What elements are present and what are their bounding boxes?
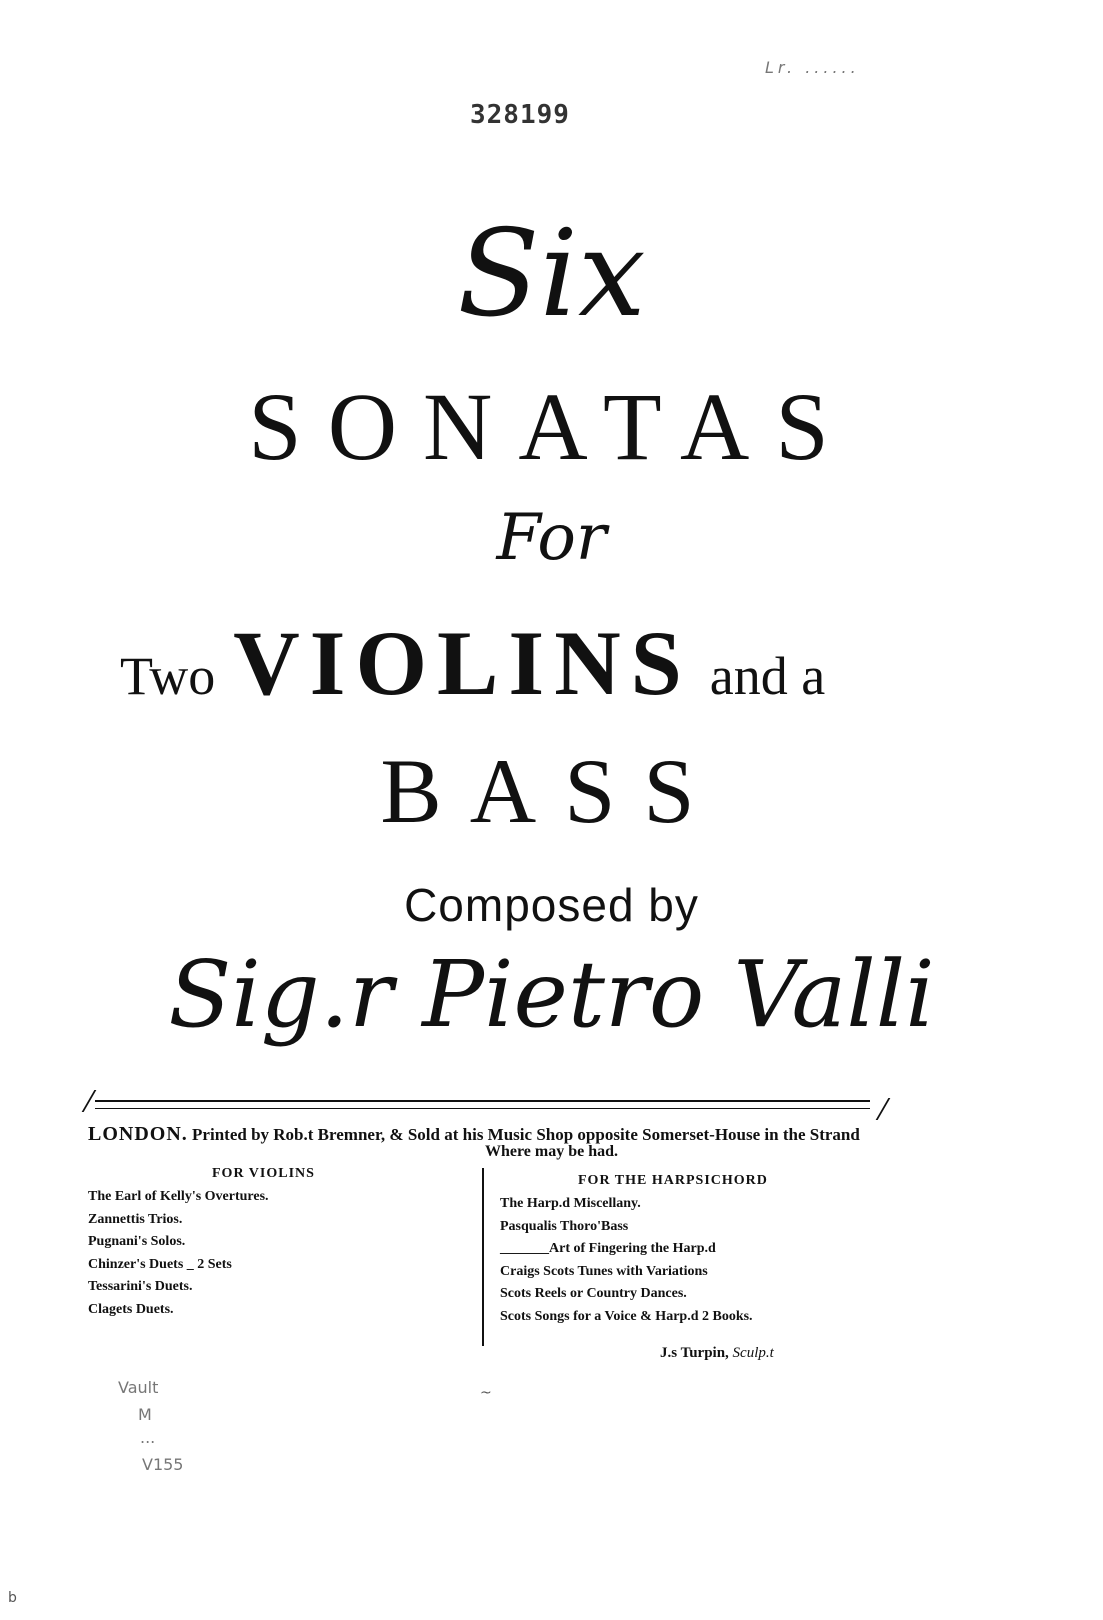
list-item: Scots Songs for a Voice & Harp.d 2 Books. xyxy=(500,1308,753,1324)
imprint-text: Printed by Rob.t Bremner, & Sold at his Music Shop opposite Somerset-House in the Strand xyxy=(192,1125,860,1144)
list-item: Tessarini's Duets. xyxy=(88,1279,193,1294)
violins-catalog-list xyxy=(88,1186,269,1321)
instrumentation-line xyxy=(120,610,980,716)
handwritten-shelfmark-vault: Vault xyxy=(118,1378,159,1397)
handwritten-mark: ~ xyxy=(480,1385,492,1401)
list-item: Clagets Duets. xyxy=(88,1301,174,1317)
list-item: _______Art of Fingering the Harp.d xyxy=(500,1241,716,1256)
handwritten-corner-mark: b xyxy=(8,1590,17,1606)
handwritten-shelfmark-line: M xyxy=(138,1405,152,1424)
list-item: Craigs Scots Tunes with Variations xyxy=(500,1263,708,1279)
title-sonatas: SONATAS xyxy=(248,373,855,480)
title-violins: VIOLINS xyxy=(233,612,692,714)
composer-name: Sig.r Pietro Valli xyxy=(168,941,935,1048)
harpsichord-catalog-heading: FOR THE HARPSICHORD xyxy=(578,1173,768,1188)
list-item: Scots Reels or Country Dances. xyxy=(500,1286,687,1301)
imprint-where: Where may be had. xyxy=(484,1143,619,1160)
list-item: Pugnani's Solos. xyxy=(88,1234,186,1249)
horizontal-rule xyxy=(95,1100,870,1109)
list-item: Zannettis Trios. xyxy=(88,1211,183,1227)
title-for: For xyxy=(496,501,607,575)
engraver-name: J.s Turpin, xyxy=(660,1345,729,1361)
list-item: The Earl of Kelly's Overtures. xyxy=(88,1189,269,1204)
list-item: Chinzer's Duets _ 2 Sets xyxy=(88,1256,232,1272)
handwritten-shelfmark-number: V155 xyxy=(142,1455,184,1474)
title-bass: BASS xyxy=(380,740,723,842)
imprint-london: LONDON. xyxy=(88,1123,188,1145)
list-item: Pasqualis Thoro'Bass xyxy=(500,1218,629,1234)
engraver-sculpt: Sculp.t xyxy=(732,1345,774,1361)
title-two: Two xyxy=(120,646,216,706)
pencil-note: Lr. ...... xyxy=(765,58,860,77)
catalog-stamp-number: 328199 xyxy=(470,100,570,130)
title-six: Six xyxy=(457,205,646,344)
harpsichord-catalog-list xyxy=(500,1193,753,1328)
list-item: The Harp.d Miscellany. xyxy=(500,1196,641,1211)
column-brace xyxy=(482,1168,488,1346)
title-and-a: and a xyxy=(709,646,826,706)
composed-by: Composed by xyxy=(404,879,699,931)
engraver-credit xyxy=(660,1345,774,1362)
handwritten-shelfmark-line: ... xyxy=(140,1428,156,1447)
violins-catalog-heading: FOR VIOLINS xyxy=(212,1166,315,1181)
